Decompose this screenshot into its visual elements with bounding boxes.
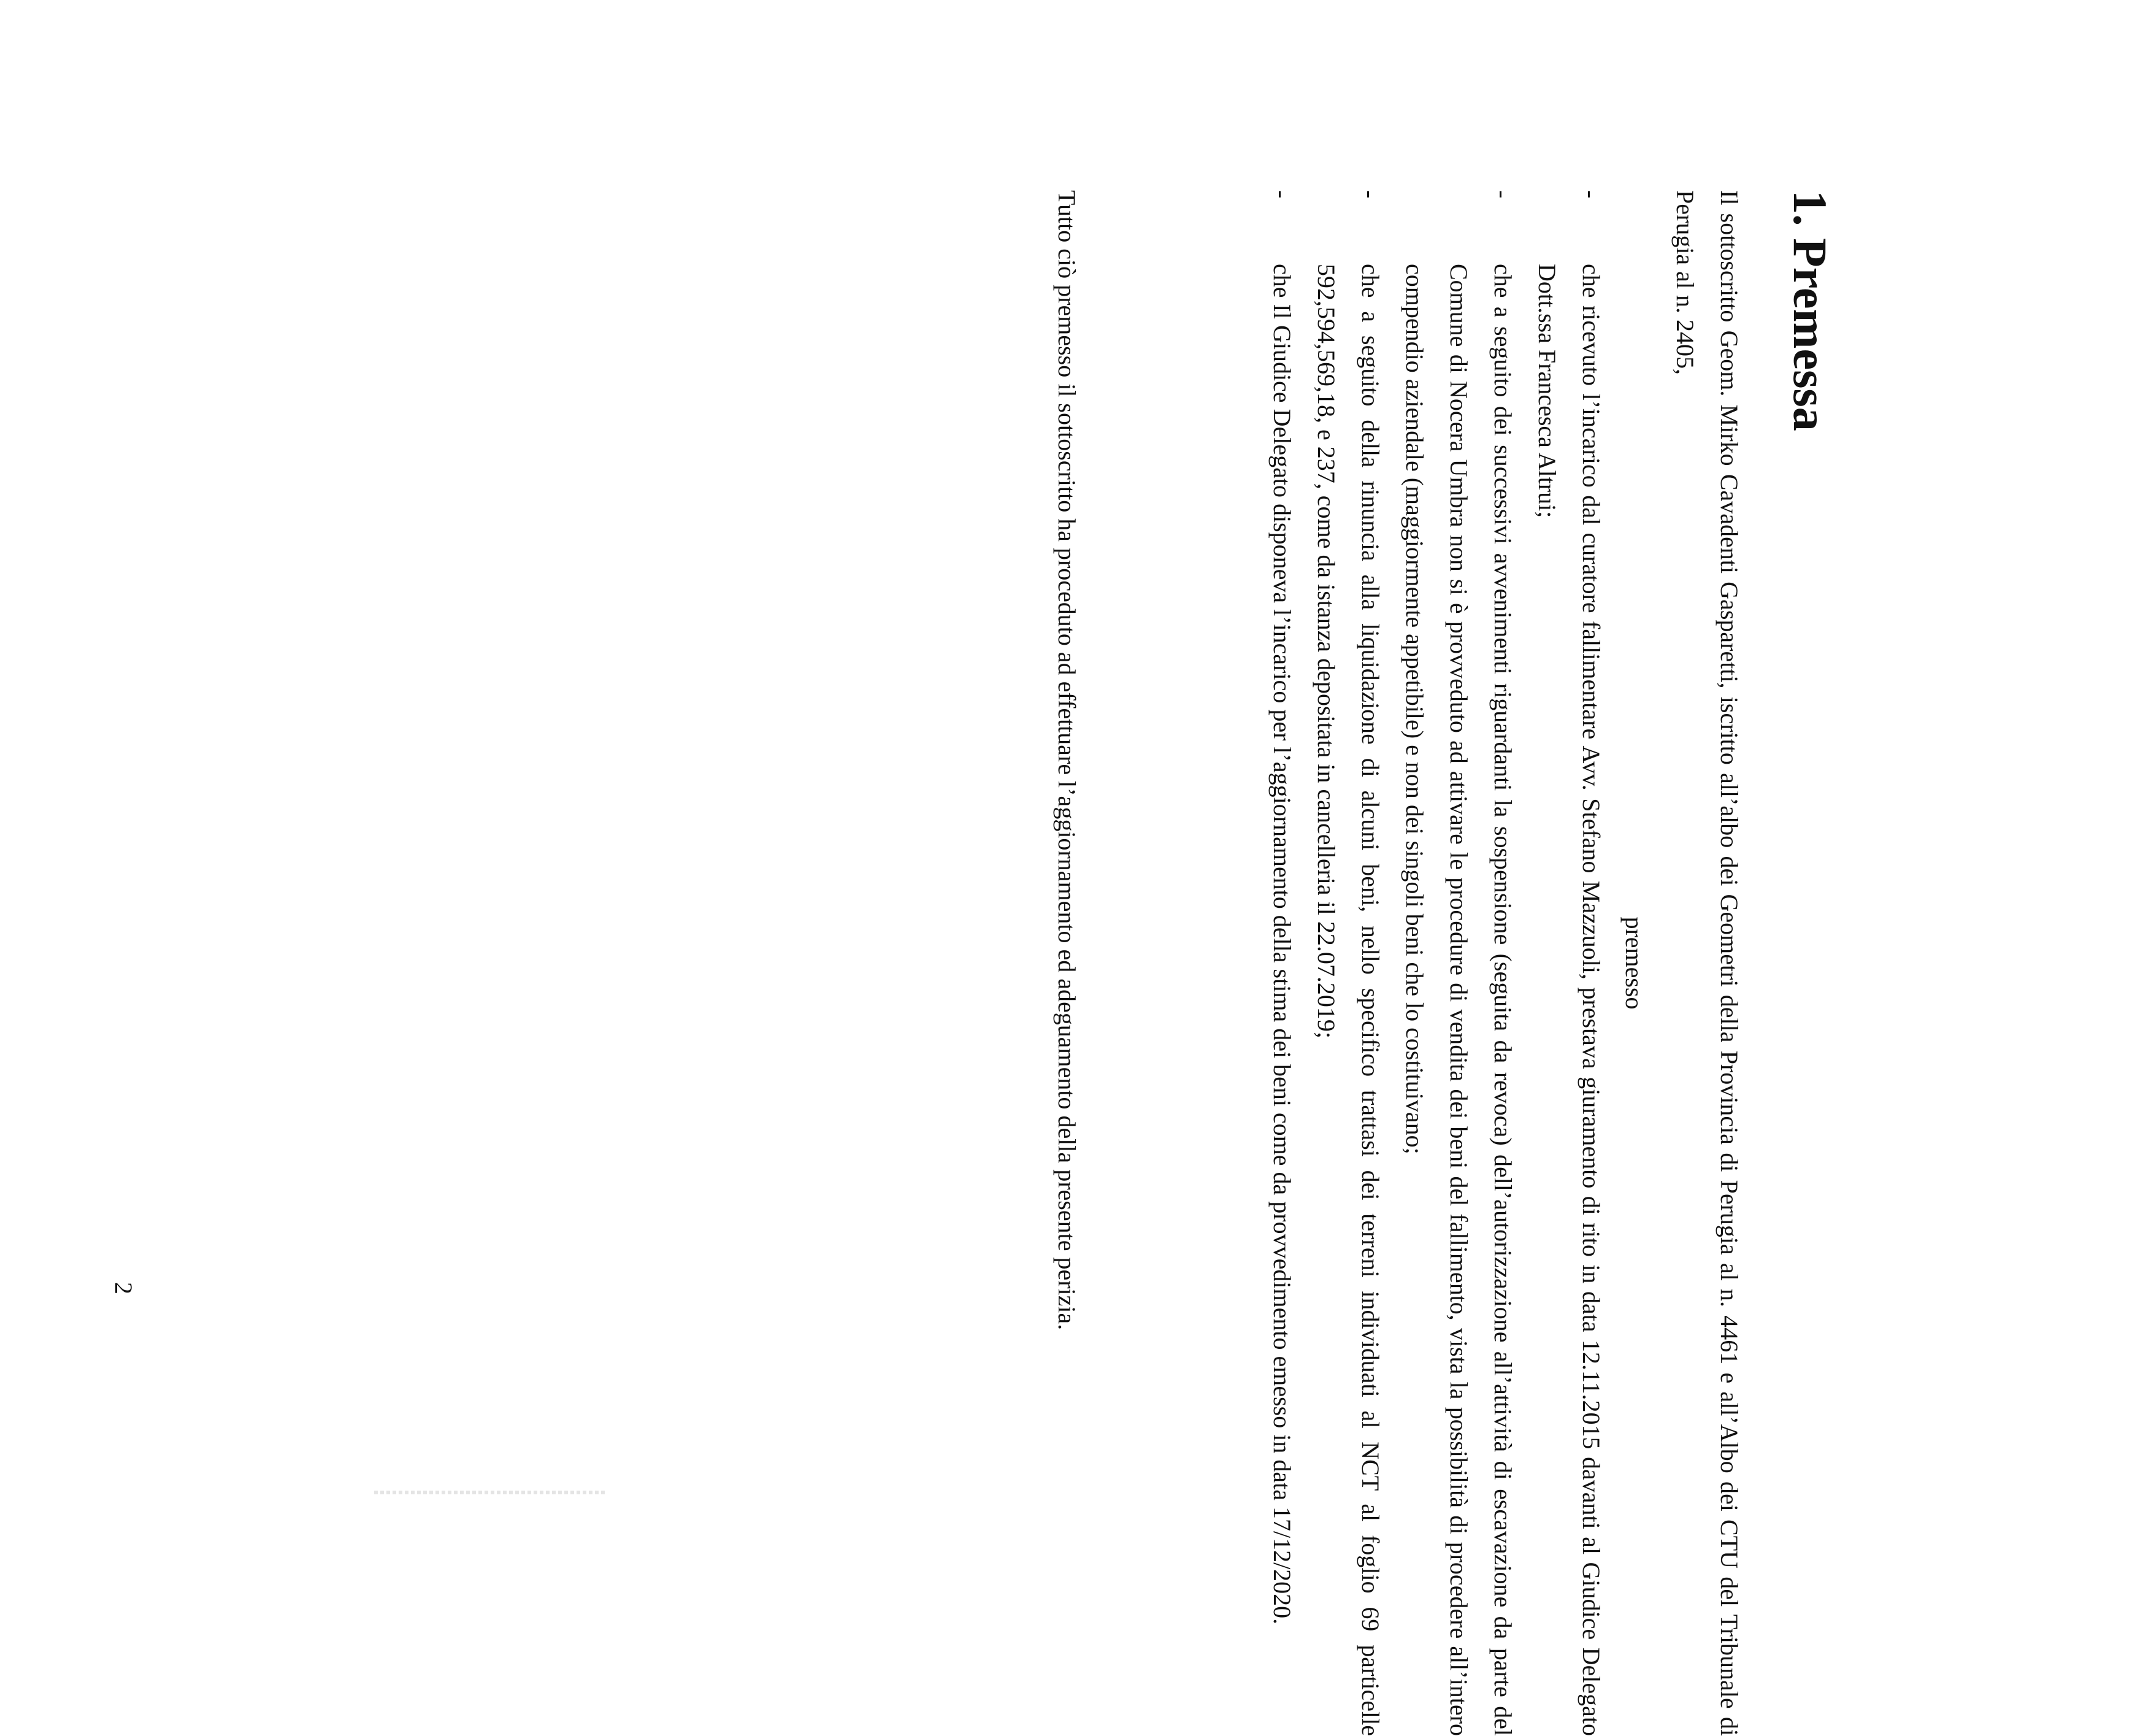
list-item xyxy=(1525,190,1613,1736)
list-item-text: che ricevuto l’incarico dal curatore fallimentare Avv. Stefano Mazzuoli, prestava giuramento di rito in data 12.11.2015 davanti al Giudice Delegato Dott.ssa Francesca Altrui; xyxy=(1533,264,1605,1736)
page-number: 2 xyxy=(110,1282,137,1294)
premesso-label: premesso xyxy=(1620,916,1648,1010)
list-marker: - xyxy=(1489,190,1517,199)
list-marker: - xyxy=(1357,190,1384,199)
rotated-document-page xyxy=(803,190,1837,1736)
list-item-text: che Il Giudice Delegato disponeva l’incarico per l’aggiornamento della stima dei beni come da provvedimento emesso in data 17/12/2020. xyxy=(1268,264,1296,1625)
list-marker: - xyxy=(1578,190,1605,199)
section-heading: 1. Premessa xyxy=(1784,190,1837,431)
list-item xyxy=(1392,190,1525,1736)
list-item xyxy=(1260,190,1304,1736)
scan-artifact xyxy=(374,1491,607,1494)
list-marker: - xyxy=(1268,190,1296,199)
list-item-text: che a seguito della rinuncia alla liquidazione di alcuni beni, nello specifico trattasi dei terreni individuati al NCT al foglio 69 particelle 592,594,569,18, e 237, come da istanza depositata in cancelleria il 22.07.2019; xyxy=(1313,264,1384,1736)
document-content xyxy=(803,190,1837,1736)
conclusion-paragraph: Tutto ciò premesso il sottoscritto ha proceduto ad effettuare l’aggiornamento ed adeguamento della presente perizia. xyxy=(1053,190,1081,1331)
intro-paragraph: Il sottoscritto Geom. Mirko Cavadenti Gasparetti, iscritto all’albo dei Geometri della Provincia di Perugia al n. 4461 e all’Albo dei CTU del Tribunale di Perugia al n. 2405, xyxy=(1671,190,1743,1736)
list-item-text: che a seguito dei successivi avvenimenti riguardanti la sospensione (seguita da revoca) dell’autorizzazione all’attività di escavazione da parte del Comune di Nocera Umbra non si è provveduto ad attivare le procedure di vendita dei beni del fallimento, vista la possibilità di procedere all’intero compendio aziendale (maggiormente appetibile) e non dei singoli beni che lo costituivano; xyxy=(1401,264,1517,1736)
premise-list xyxy=(1260,190,1613,1736)
list-item xyxy=(1304,190,1392,1736)
